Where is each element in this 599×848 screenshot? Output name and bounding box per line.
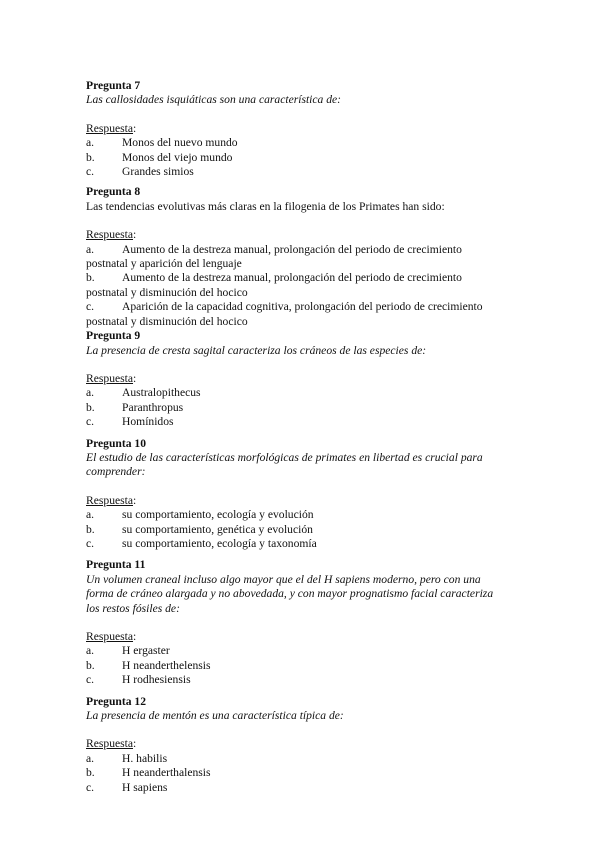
question-12 <box>86 695 514 795</box>
option-c[interactable]: c. Aparición de la capacidad cognitiva, prolongación del periodo de crecimiento postnatal y disminución del hocico <box>86 300 483 328</box>
option-a[interactable]: a. H ergaster <box>86 644 170 658</box>
question-title: Pregunta 9 <box>86 329 141 343</box>
question-9 <box>86 329 514 429</box>
question-stem: La presencia de cresta sagital caracteriza los cráneos de las especies de: <box>86 343 427 357</box>
question-stem: El estudio de las características morfológicas de primates en libertad es crucial para comprender: <box>86 450 483 479</box>
option-c[interactable]: c. Grandes simios <box>86 165 194 179</box>
response-label: Respuesta: <box>86 371 137 385</box>
option-b[interactable]: b. su comportamiento, genética y evolución <box>86 522 313 536</box>
question-title: Pregunta 7 <box>86 79 141 92</box>
question-title: Pregunta 10 <box>86 436 147 450</box>
option-a[interactable]: a. Monos del nuevo mundo <box>86 136 238 150</box>
option-c[interactable]: c. H sapiens <box>86 780 168 794</box>
question-title: Pregunta 12 <box>86 694 147 708</box>
question-11 <box>86 558 514 687</box>
option-b[interactable]: b. H neanderthalensis <box>86 766 211 780</box>
response-label: Respuesta: <box>86 121 137 135</box>
option-a[interactable]: a. H. habilis <box>86 751 168 765</box>
option-a[interactable]: a. su comportamiento, ecología y evolución <box>86 508 314 522</box>
question-stem: Las tendencias evolutivas más claras en la filogenia de los Primates han sido: <box>86 199 445 213</box>
option-c[interactable]: c. su comportamiento, ecología y taxonomía <box>86 536 317 550</box>
question-8 <box>86 185 514 329</box>
question-stem: Un volumen craneal incluso algo mayor que el del H sapiens moderno, pero con una forma de cráneo alargada y no abovedada, y con mayor prognatismo facial caracteriza los restos fósiles de: <box>86 572 494 615</box>
option-b[interactable]: b. Paranthropus <box>86 400 184 414</box>
question-stem: La presencia de mentón es una característica típica de: <box>86 709 344 723</box>
response-label: Respuesta: <box>86 228 137 242</box>
question-10 <box>86 437 514 552</box>
response-label: Respuesta: <box>86 737 137 751</box>
option-c[interactable]: c. H rodhesiensis <box>86 673 191 687</box>
option-a[interactable]: a. Aumento de la destreza manual, prolongación del periodo de crecimiento postnatal y aparición del lenguaje <box>86 242 462 271</box>
option-b[interactable]: b. Aumento de la destreza manual, prolongación del periodo de crecimiento postnatal y disminución del hocico <box>86 271 462 299</box>
question-title: Pregunta 8 <box>86 185 141 199</box>
quiz-document <box>86 79 514 795</box>
option-c[interactable]: c. Homínidos <box>86 415 174 429</box>
question-7 <box>86 79 514 179</box>
response-label: Respuesta: <box>86 493 137 507</box>
question-title: Pregunta 11 <box>86 558 146 572</box>
question-stem: Las callosidades isquiáticas son una característica de: <box>86 93 342 107</box>
response-label: Respuesta: <box>86 630 137 643</box>
option-a[interactable]: a. Australopithecus <box>86 386 201 400</box>
option-b[interactable]: b. H neanderthelensis <box>86 658 211 672</box>
option-b[interactable]: b. Monos del viejo mundo <box>86 150 233 164</box>
